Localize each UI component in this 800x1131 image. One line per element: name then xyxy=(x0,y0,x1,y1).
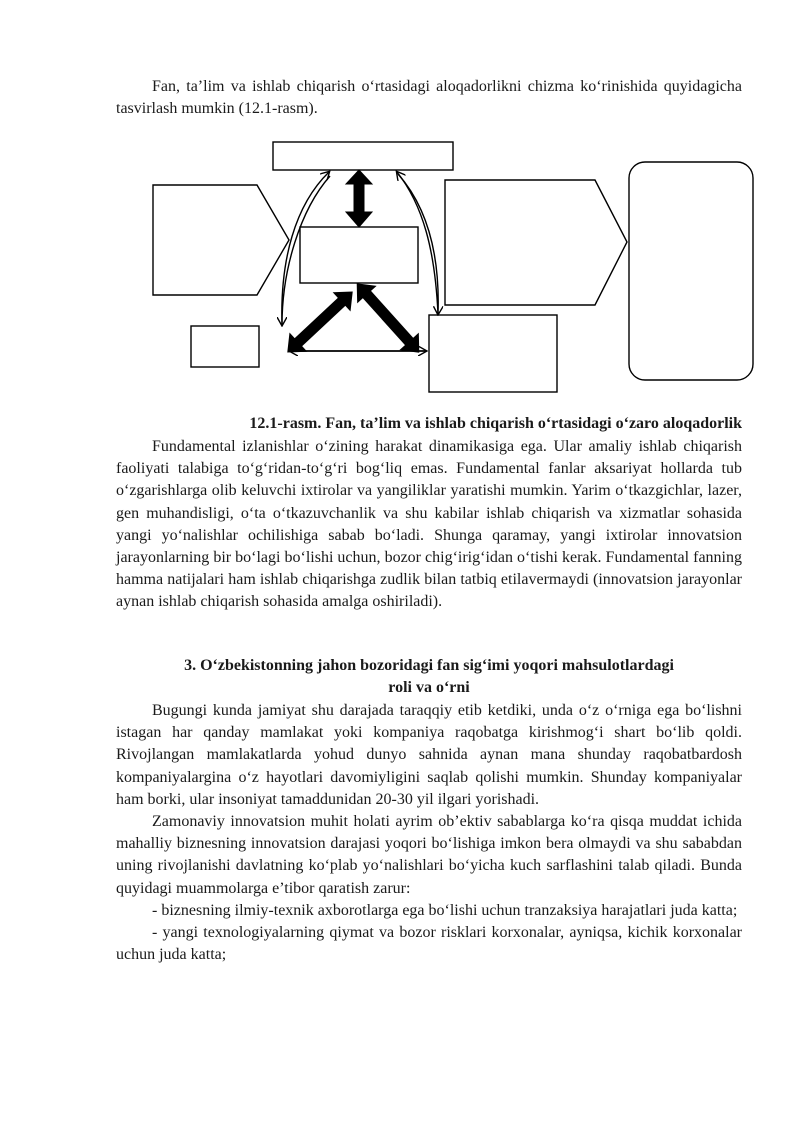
curve-arrow-to-top-right xyxy=(397,172,438,314)
paragraph-competition: Bugungi kunda jamiyat shu darajada taraqqiy etib ketdiki, unda o‘z o‘rniga ega bo‘lishni istagan har qanday mamlakat yoki kompaniya raqobatga kirishmog‘i shart bo‘lib qoldi. Rivojlangan mamlakatlarda yohud dunyo sahnida aynan mana shunday raqobatbardosh kompaniyalargina o‘z hayotlari davomiyligini saqlab qolishi mumkin. Shunday kompaniyalar ham borki, ular insoniyat tamaddunidan 20-30 yil ilgari yorishadi. xyxy=(116,702,742,808)
paragraph-fundamental: Fundamental izlanishlar o‘zining harakat dinamikasiga ega. Ular amaliy ishlab chiqarish faoliyati talabiga to‘g‘ridan-to‘g‘ri bog‘liq emas. Fundamental fanlar aksariyat hollarda tub o‘zgarishlarga olib keluvchi ixtirolar va yangiliklar yaratishi mumkin. Yarim o‘tkazgichlar, lazer, gen muhandisligi, o‘ta o‘tkazuvchanlik va shu kabilar ishlab chiqarish va xizmatlar sohasida yangi yo‘nalishlar ochilishiga sabab bo‘ladi. Shunga qaramay, yangi ixtirolar innovatsion jarayonlarning bir bo‘lagi bo‘lishi uchun, bozor chig‘irig‘idan o‘tishi kerak. Fundamental fanning hamma natijalari ham ishlab chiqarishga zudlik bilan tatbiq etilavermaydi (innovatsion jarayonlar aynan ishlab chiqarish sohasida amalga oshiriladi). xyxy=(116,438,742,611)
center-box xyxy=(300,227,418,283)
curve-arrow-to-top-left xyxy=(282,172,329,325)
right-rounded-box xyxy=(629,162,753,380)
intro-paragraph: Fan, ta’lim va ishlab chiqarish o‘rtasidagi aloqadorlikni chizma ko‘rinishida quyidagicha tasvirlash mumkin (12.1-rasm). xyxy=(116,78,742,118)
section-heading-line2: roli va o‘rni xyxy=(388,679,470,697)
bullet-risks: - yangi texnologiyalarning qiymat va bozor risklari korxonalar, ayniqsa, kichik korxonalar uchun juda katta; xyxy=(116,924,742,964)
intro-block xyxy=(116,76,742,120)
bottom-left-box xyxy=(191,326,259,367)
curve-arrow-to-bottom-right xyxy=(398,174,438,314)
curve-arrow-to-bottom-left xyxy=(282,176,330,325)
paragraph-innovation: Zamonaviy innovatsion muhit holati ayrim ob’ektiv sabablarga ko‘ra qisqa muddat ichida mahalliy biznesning innovatsion darajasi yoqori bo‘lishiga imkon bera olmaydi va shu sababdan uning rivojlanishi davlatning ko‘plab yo‘nalishlari bo‘yicha kuch sarflashini talab qiladi. Bunda quyidagi muammolarga e’tibor qaratish zarur: xyxy=(116,813,742,897)
bullet-transaction-costs: - biznesning ilmiy-texnik axborotlarga ega bo‘lishi uchun tranzaksiya harajatlari juda katta; xyxy=(152,901,738,919)
right-pentagon xyxy=(445,180,627,305)
section-heading-line1: 3. O‘zbekistonning jahon bozoridagi fan sig‘imi yoqori mahsulotlardagi xyxy=(184,657,674,674)
figure-caption: 12.1-rasm. Fan, ta’lim va ishlab chiqarish o‘rtasidagi o‘zaro aloqadorlik xyxy=(249,415,742,432)
body-block-1 xyxy=(116,436,742,614)
body-block-2 xyxy=(116,700,742,966)
top-box xyxy=(273,142,453,170)
diagram-svg xyxy=(0,0,800,410)
double-arrow-diagonal-right xyxy=(348,276,427,360)
double-arrow-vertical xyxy=(346,170,372,227)
double-arrow-diagonal-left xyxy=(280,283,361,361)
left-pentagon xyxy=(153,185,289,295)
bottom-right-box xyxy=(429,315,557,392)
section-heading xyxy=(116,655,742,699)
interaction-diagram xyxy=(0,0,800,410)
